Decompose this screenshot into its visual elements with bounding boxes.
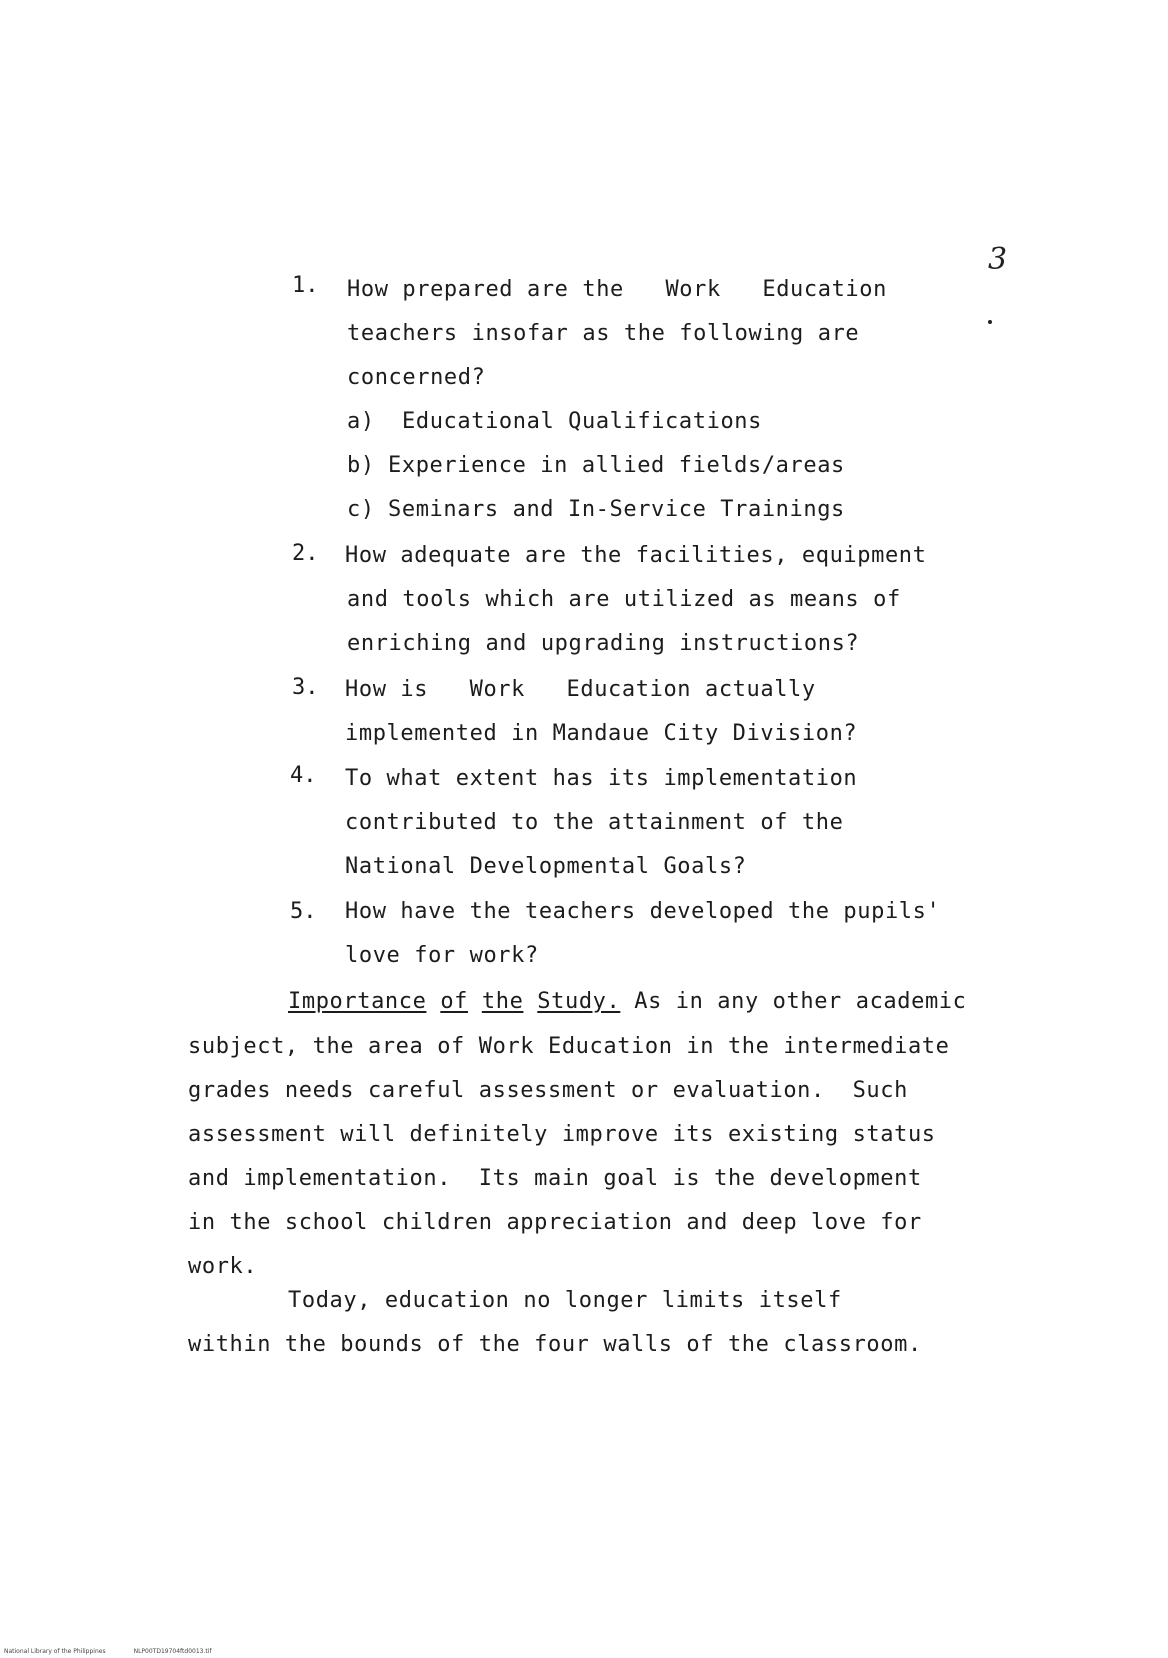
question-1-sub-b-label: b) (347, 453, 375, 478)
question-4-line-2: contributed to the attainment of the (345, 810, 844, 835)
question-1-sub-b-text: Experience in allied fields/areas (388, 453, 845, 478)
question-2-number: 2. (292, 541, 319, 566)
question-2-line-3: enriching and upgrading instructions? (347, 631, 860, 656)
question-1-line-2: teachers insofar as the following are (347, 321, 860, 346)
question-5-line-2: love for work? (345, 943, 539, 968)
question-4-line-1: To what extent has its implementation (345, 766, 858, 791)
importance-heading-word-4: Study. (537, 989, 621, 1014)
question-1-line-3: concerned? (347, 365, 486, 390)
importance-heading-word-2: of (440, 989, 469, 1014)
question-5-line-1: How have the teachers developed the pupils' (345, 899, 941, 924)
importance-line-3: grades needs careful assessment or evaluation. Such (188, 1078, 908, 1103)
question-3-line-1: How is Work Education actually (345, 677, 816, 702)
importance-heading-word-1: Importance (288, 989, 427, 1014)
question-1-sub-a-text: Educational Qualifications (402, 409, 762, 434)
importance-line-6: in the school children appreciation and deep love for (188, 1210, 922, 1235)
page-number: 3 (988, 242, 1008, 277)
question-4-line-3: National Developmental Goals? (345, 854, 747, 879)
importance-line-5: and implementation. Its main goal is the development (188, 1166, 922, 1191)
importance-line-2: subject, the area of Work Education in the intermediate (188, 1034, 950, 1059)
question-5-number: 5. (290, 899, 317, 924)
importance-heading-word-3: the (481, 989, 524, 1014)
question-3-number: 3. (292, 675, 319, 700)
scan-footer (4, 1648, 240, 1656)
ink-speck (988, 320, 992, 324)
importance-line-4: assessment will definitely improve its existing status (188, 1122, 936, 1147)
question-2-line-1: How adequate are the facilities, equipment (345, 543, 927, 568)
question-4-number: 4. (290, 763, 317, 788)
question-1-sub-a-label: a) (347, 409, 375, 434)
question-1-number: 1. (292, 273, 319, 298)
importance-line-7: work. (188, 1254, 258, 1279)
importance-first-line (288, 988, 967, 1016)
question-1-line-1: How prepared are the Work Education (347, 277, 887, 302)
question-1-sub-c-text: Seminars and In-Service Trainings (388, 497, 845, 522)
today-line-1: Today, education no longer limits itself (288, 1288, 842, 1313)
footer-library: National Library of the Philippines (4, 1648, 106, 1655)
question-2-line-2: and tools which are utilized as means of (347, 587, 901, 612)
importance-first-line-rest: As in any other academic (634, 989, 967, 1014)
today-line-2: within the bounds of the four walls of the classroom. (188, 1332, 922, 1357)
footer-file: NLP00TD19704ftd0013.tif (133, 1648, 212, 1655)
question-3-line-2: implemented in Mandaue City Division? (345, 721, 858, 746)
question-1-sub-c-label: c) (347, 497, 375, 522)
